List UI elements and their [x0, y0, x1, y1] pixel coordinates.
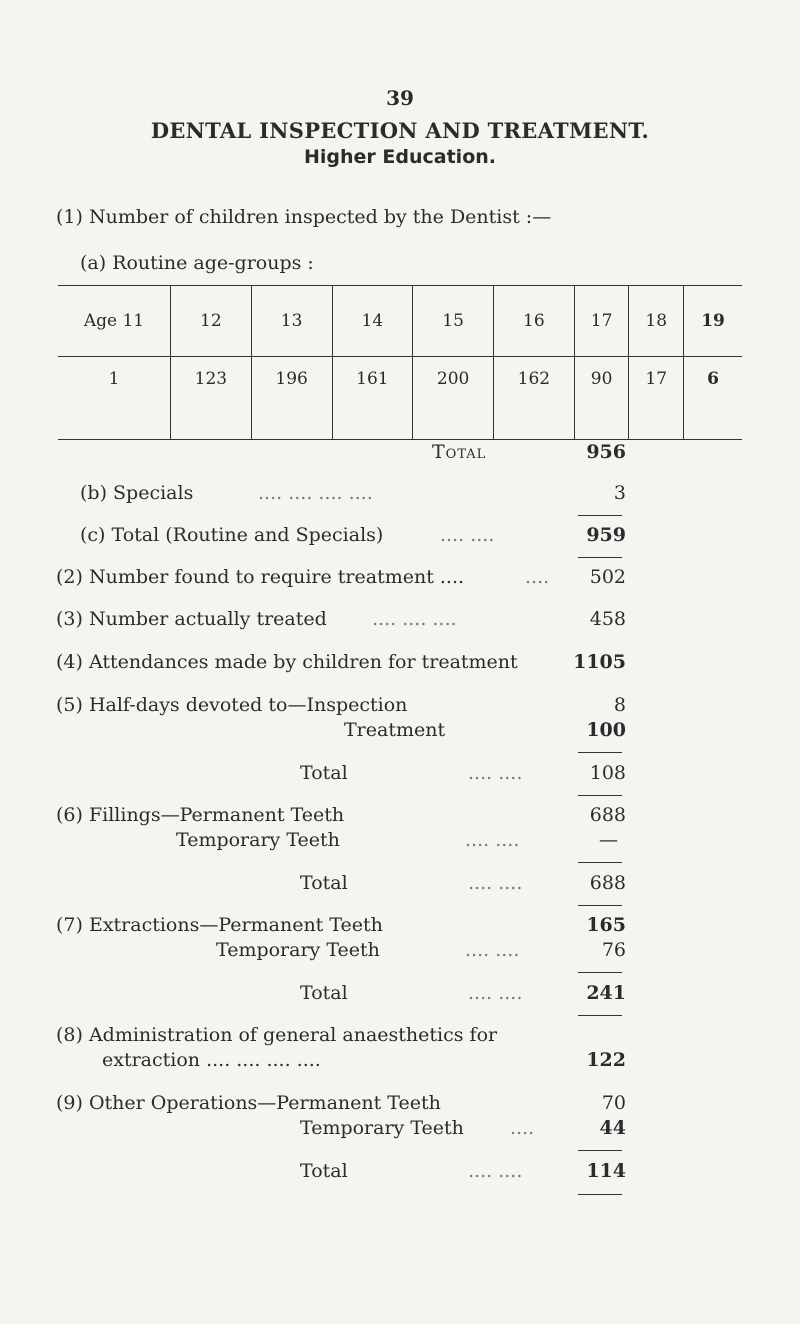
rule: [578, 795, 622, 796]
item-3-value: 458: [589, 608, 626, 630]
page-subtitle: Higher Education.: [304, 146, 496, 168]
item-1a-label: (a) Routine age-groups :: [80, 252, 314, 274]
age-groups-table: [58, 285, 742, 440]
item-6-temporary-value: —: [599, 829, 618, 851]
age-cell: 14: [332, 286, 413, 357]
age-cell: 12: [171, 286, 252, 357]
item-7-total-value: 241: [586, 982, 626, 1004]
item-9-temporary-value: 44: [599, 1117, 626, 1139]
page-number: 39: [386, 86, 414, 110]
item-1-label: (1) Number of children inspected by the Dentist :—: [56, 206, 552, 228]
age-cell: 13: [251, 286, 332, 357]
item-1b-dots: .... .... .... ....: [258, 482, 373, 504]
item-9-total-label: Total: [300, 1160, 348, 1182]
item-5-treatment-value: 100: [586, 719, 626, 741]
item-1b-value: 3: [613, 482, 626, 504]
item-9-label: (9) Other Operations—Permanent Teeth: [56, 1092, 441, 1114]
age-cell: 15: [413, 286, 494, 357]
item-4-label: (4) Attendances made by children for treatment: [56, 651, 518, 673]
count-row: [58, 357, 742, 440]
item-7-temporary-value: 76: [601, 939, 626, 961]
item-7-label: (7) Extractions—Permanent Teeth: [56, 914, 383, 936]
item-5-inspection-value: 8: [613, 694, 626, 716]
count-cell: 90: [574, 357, 629, 440]
item-2-dots: ....: [525, 566, 550, 588]
item-7-dots: .... ....: [468, 982, 523, 1004]
rule: [578, 1194, 622, 1195]
item-5-treatment-label: Treatment: [344, 719, 446, 741]
rule: [578, 515, 622, 516]
item-1b-label: (b) Specials: [80, 482, 194, 504]
item-9-dots: .... ....: [468, 1160, 523, 1182]
rule: [578, 972, 622, 973]
count-cell: 6: [684, 357, 742, 440]
item-1-total-value: 956: [586, 441, 626, 463]
item-6-permanent-value: 688: [589, 804, 626, 826]
item-6-temporary-dots: .... ....: [465, 829, 520, 851]
item-8-value: 122: [586, 1049, 626, 1071]
item-8-label-line2: extraction .... .... .... ....: [102, 1049, 321, 1071]
item-6-total-value: 688: [589, 872, 626, 894]
item-5-dots: .... ....: [468, 762, 523, 784]
page-title: DENTAL INSPECTION AND TREATMENT.: [150, 118, 650, 143]
item-5-total-value: 108: [589, 762, 626, 784]
item-3-label: (3) Number actually treated: [56, 608, 327, 630]
count-cell: 17: [629, 357, 684, 440]
item-9-temporary-dots: ....: [510, 1117, 535, 1139]
age-cell: 16: [494, 286, 575, 357]
item-1c-dots: .... ....: [440, 524, 495, 546]
age-header-row: [58, 286, 742, 357]
item-1-total-label: Total: [432, 441, 487, 463]
item-2-label: (2) Number found to require treatment ....: [56, 566, 465, 588]
item-7-temporary-dots: .... ....: [465, 939, 520, 961]
item-7-temporary-label: Temporary Teeth: [216, 939, 380, 961]
item-4-value: 1105: [573, 651, 626, 673]
item-6-temporary-label: Temporary Teeth: [176, 829, 340, 851]
item-6-dots: .... ....: [468, 872, 523, 894]
item-5-total-label: Total: [300, 762, 348, 784]
item-3-dots: .... .... ....: [372, 608, 457, 630]
item-8-label-line1: (8) Administration of general anaesthetics for: [56, 1024, 498, 1046]
rule: [578, 557, 622, 558]
age-cell: Age 11: [58, 286, 171, 357]
item-2-value: 502: [589, 566, 626, 588]
rule: [578, 905, 622, 906]
item-5-label: (5) Half-days devoted to—Inspection: [56, 694, 408, 716]
count-cell: 161: [332, 357, 413, 440]
count-cell: 162: [494, 357, 575, 440]
item-9-permanent-value: 70: [601, 1092, 626, 1114]
rule: [578, 752, 622, 753]
age-cell: 18: [629, 286, 684, 357]
item-1c-value: 959: [586, 524, 626, 546]
item-7-total-label: Total: [300, 982, 348, 1004]
item-9-total-value: 114: [586, 1160, 626, 1182]
item-9-temporary-label: Temporary Teeth: [300, 1117, 464, 1139]
count-cell: 123: [171, 357, 252, 440]
age-cell: 17: [574, 286, 629, 357]
item-7-permanent-value: 165: [586, 914, 626, 936]
age-cell: 19: [684, 286, 742, 357]
rule: [578, 1150, 622, 1151]
rule: [578, 1015, 622, 1016]
item-6-total-label: Total: [300, 872, 348, 894]
item-6-label: (6) Fillings—Permanent Teeth: [56, 804, 345, 826]
item-1c-label: (c) Total (Routine and Specials): [80, 524, 384, 546]
rule: [578, 862, 622, 863]
count-cell: 196: [251, 357, 332, 440]
count-cell: 1: [58, 357, 171, 440]
count-cell: 200: [413, 357, 494, 440]
